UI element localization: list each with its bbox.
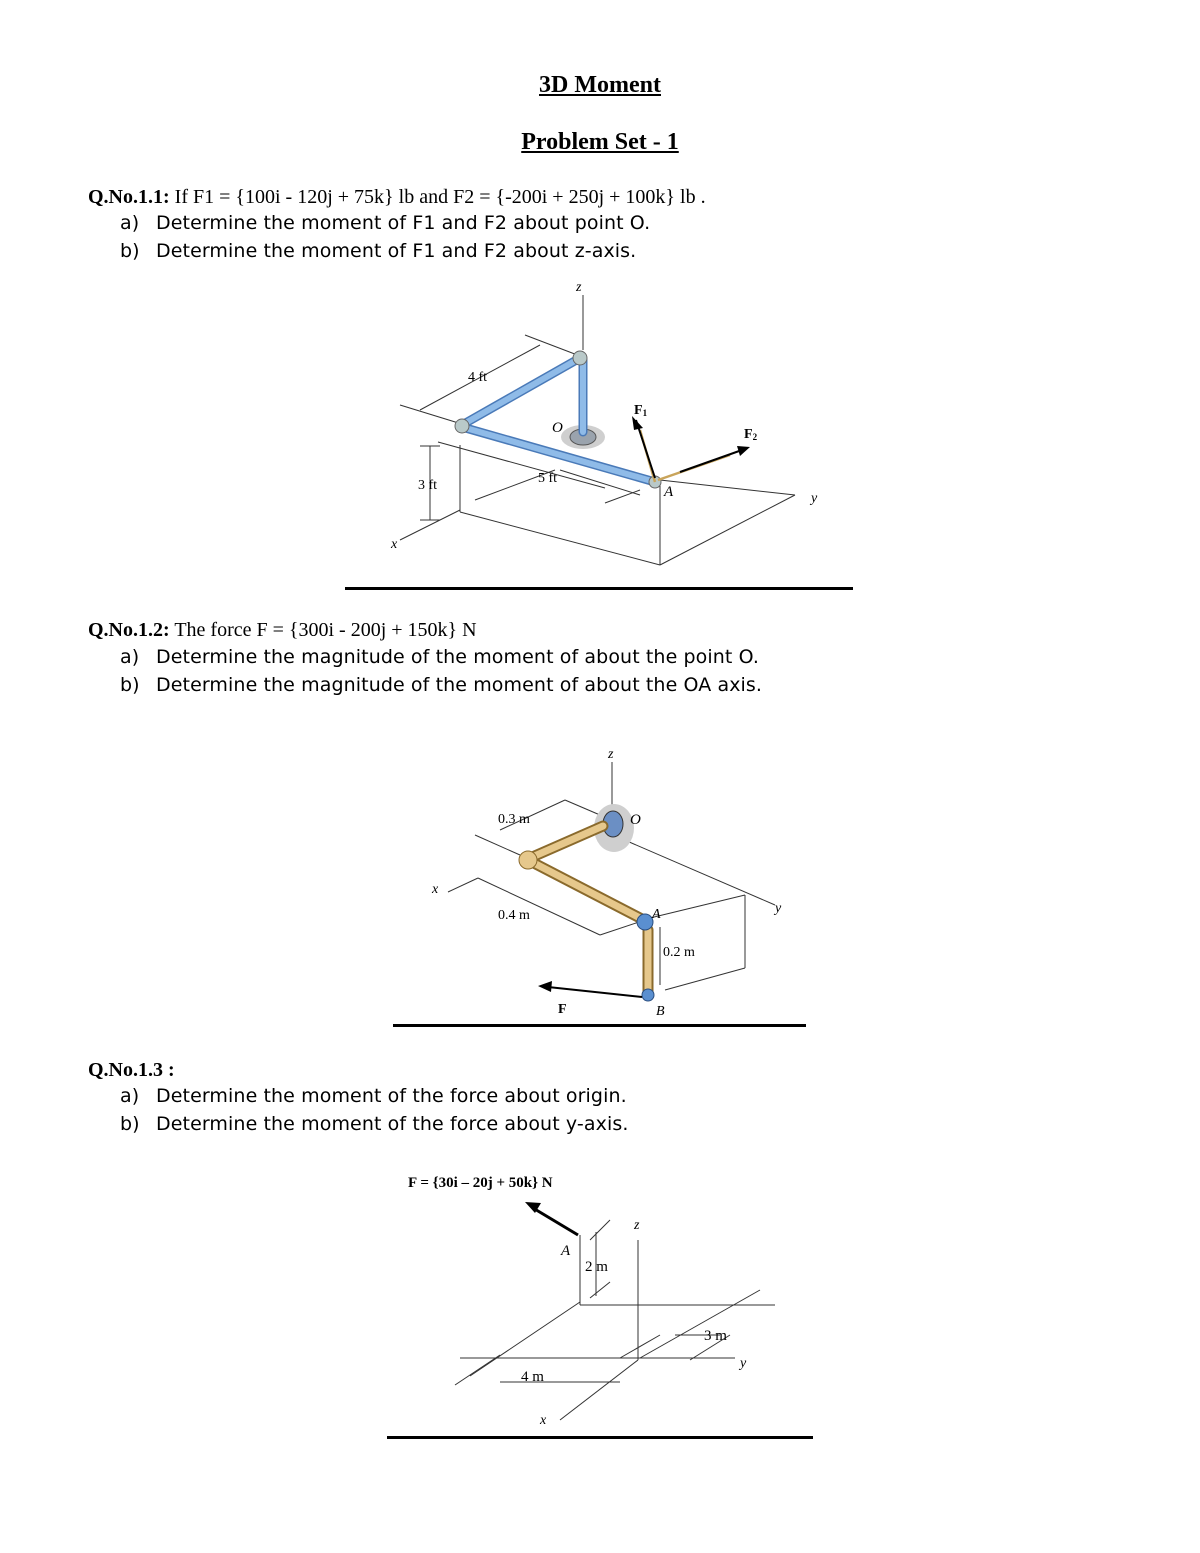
force-f1-arrowhead (632, 416, 643, 430)
part-b-text: Determine the moment of F1 and F2 about z-axis. (156, 240, 637, 262)
label-dim-02: 0.2 m (663, 945, 695, 960)
force-arrow (533, 1208, 578, 1235)
label-force-f1-main: F (634, 403, 643, 418)
figure-q3-force-diagram (400, 1160, 800, 1430)
x-axis-line (560, 1360, 638, 1420)
pipe-segment-03 (530, 826, 603, 858)
figure-q2-pipe-assembly (420, 740, 800, 1020)
label-force-f2-sub: 2 (752, 432, 758, 442)
label-x-axis: x (540, 1413, 547, 1428)
label-x-axis: x (432, 882, 439, 897)
part-b-label: b) (120, 240, 140, 262)
page-subtitle: Problem Set - 1 (521, 129, 679, 155)
label-dim-4ft: 4 ft (468, 370, 488, 385)
label-dim-03: 0.3 m (498, 812, 530, 827)
label-y-axis: y (811, 491, 818, 506)
question-1-1-part-b (120, 240, 636, 262)
label-z-axis: z (634, 1218, 640, 1233)
question-1-2-part-b (120, 674, 762, 696)
part-a-label: a) (120, 1085, 140, 1107)
elbow-joint-1 (519, 851, 537, 869)
label-point-a: A (561, 1243, 571, 1259)
force-f-arrow (548, 987, 642, 997)
label-dim-5ft: 5 ft (538, 471, 558, 486)
label-point-a: A (664, 484, 674, 500)
pipe-segment-4ft (462, 358, 580, 425)
question-1-1-label: Q.No.1.1: (88, 186, 170, 208)
label-dim-4m: 4 m (521, 1369, 544, 1385)
label-point-b: B (656, 1004, 665, 1019)
divider-3 (387, 1436, 813, 1439)
label-force-f1 (634, 403, 648, 418)
pipe-end-b (642, 989, 654, 1001)
question-1-2-text: The force F = {300i - 200j + 150k} N (174, 619, 477, 641)
label-y-axis: y (775, 901, 782, 916)
label-force-f2 (744, 427, 758, 442)
label-force-f1-sub: 1 (642, 408, 648, 418)
question-1-3-part-a (120, 1085, 627, 1107)
label-z-axis: z (576, 280, 582, 295)
label-y-axis: y (740, 1356, 747, 1371)
label-force-f: F (558, 1002, 567, 1017)
y-axis-line (620, 838, 775, 905)
question-1-3-label: Q.No.1.3 : (88, 1059, 175, 1081)
dim-line (400, 405, 465, 425)
label-dim-04: 0.4 m (498, 908, 530, 923)
x-axis-line (448, 878, 478, 892)
part-a-text: Determine the moment of the force about origin. (156, 1085, 627, 1107)
question-1-1-part-a (120, 212, 650, 234)
question-1-3-part-b (120, 1113, 628, 1135)
part-b-text: Determine the magnitude of the moment of about the OA axis. (156, 674, 763, 696)
question-1-1 (88, 186, 706, 209)
label-z-axis: z (608, 747, 614, 762)
force-f2-arrow (680, 450, 742, 472)
divider-2 (393, 1024, 806, 1027)
part-b-text: Determine the moment of the force about y-axis. (156, 1113, 629, 1135)
figure-q1-pipe-assembly (380, 270, 840, 580)
label-dim-3m: 3 m (704, 1328, 727, 1344)
label-dim-3ft: 3 ft (418, 478, 438, 493)
part-a-label: a) (120, 646, 140, 668)
y-axis-line (660, 480, 795, 495)
question-1-2 (88, 619, 477, 642)
divider-1 (345, 587, 853, 590)
force-f2-arrowhead (737, 446, 750, 456)
elbow-joint-a (637, 914, 653, 930)
force-f-arrowhead (538, 981, 552, 992)
question-1-2-part-a (120, 646, 759, 668)
elbow-joint-top (573, 351, 587, 365)
part-a-label: a) (120, 212, 140, 234)
part-a-text: Determine the moment of F1 and F2 about point O. (156, 212, 651, 234)
label-force-vector: F = {30i – 20j + 50k} N (408, 1175, 553, 1191)
label-x-axis: x (391, 537, 398, 552)
question-1-2-label: Q.No.1.2: (88, 619, 170, 641)
label-point-o: O (552, 420, 563, 436)
part-b-label: b) (120, 1113, 140, 1135)
label-point-a: A (652, 907, 661, 922)
elbow-joint-left (455, 419, 469, 433)
label-dim-2m: 2 m (585, 1259, 608, 1275)
question-1-3 (88, 1059, 175, 1082)
question-1-1-text: If F1 = {100i - 120j + 75k} lb and F2 = {-200i + 250j + 100k} lb . (174, 186, 706, 208)
part-b-label: b) (120, 674, 140, 696)
label-force-f2-main: F (744, 427, 753, 442)
label-point-o: O (630, 812, 641, 828)
page-title: 3D Moment (539, 72, 661, 98)
part-a-text: Determine the magnitude of the moment of about the point O. (156, 646, 760, 668)
